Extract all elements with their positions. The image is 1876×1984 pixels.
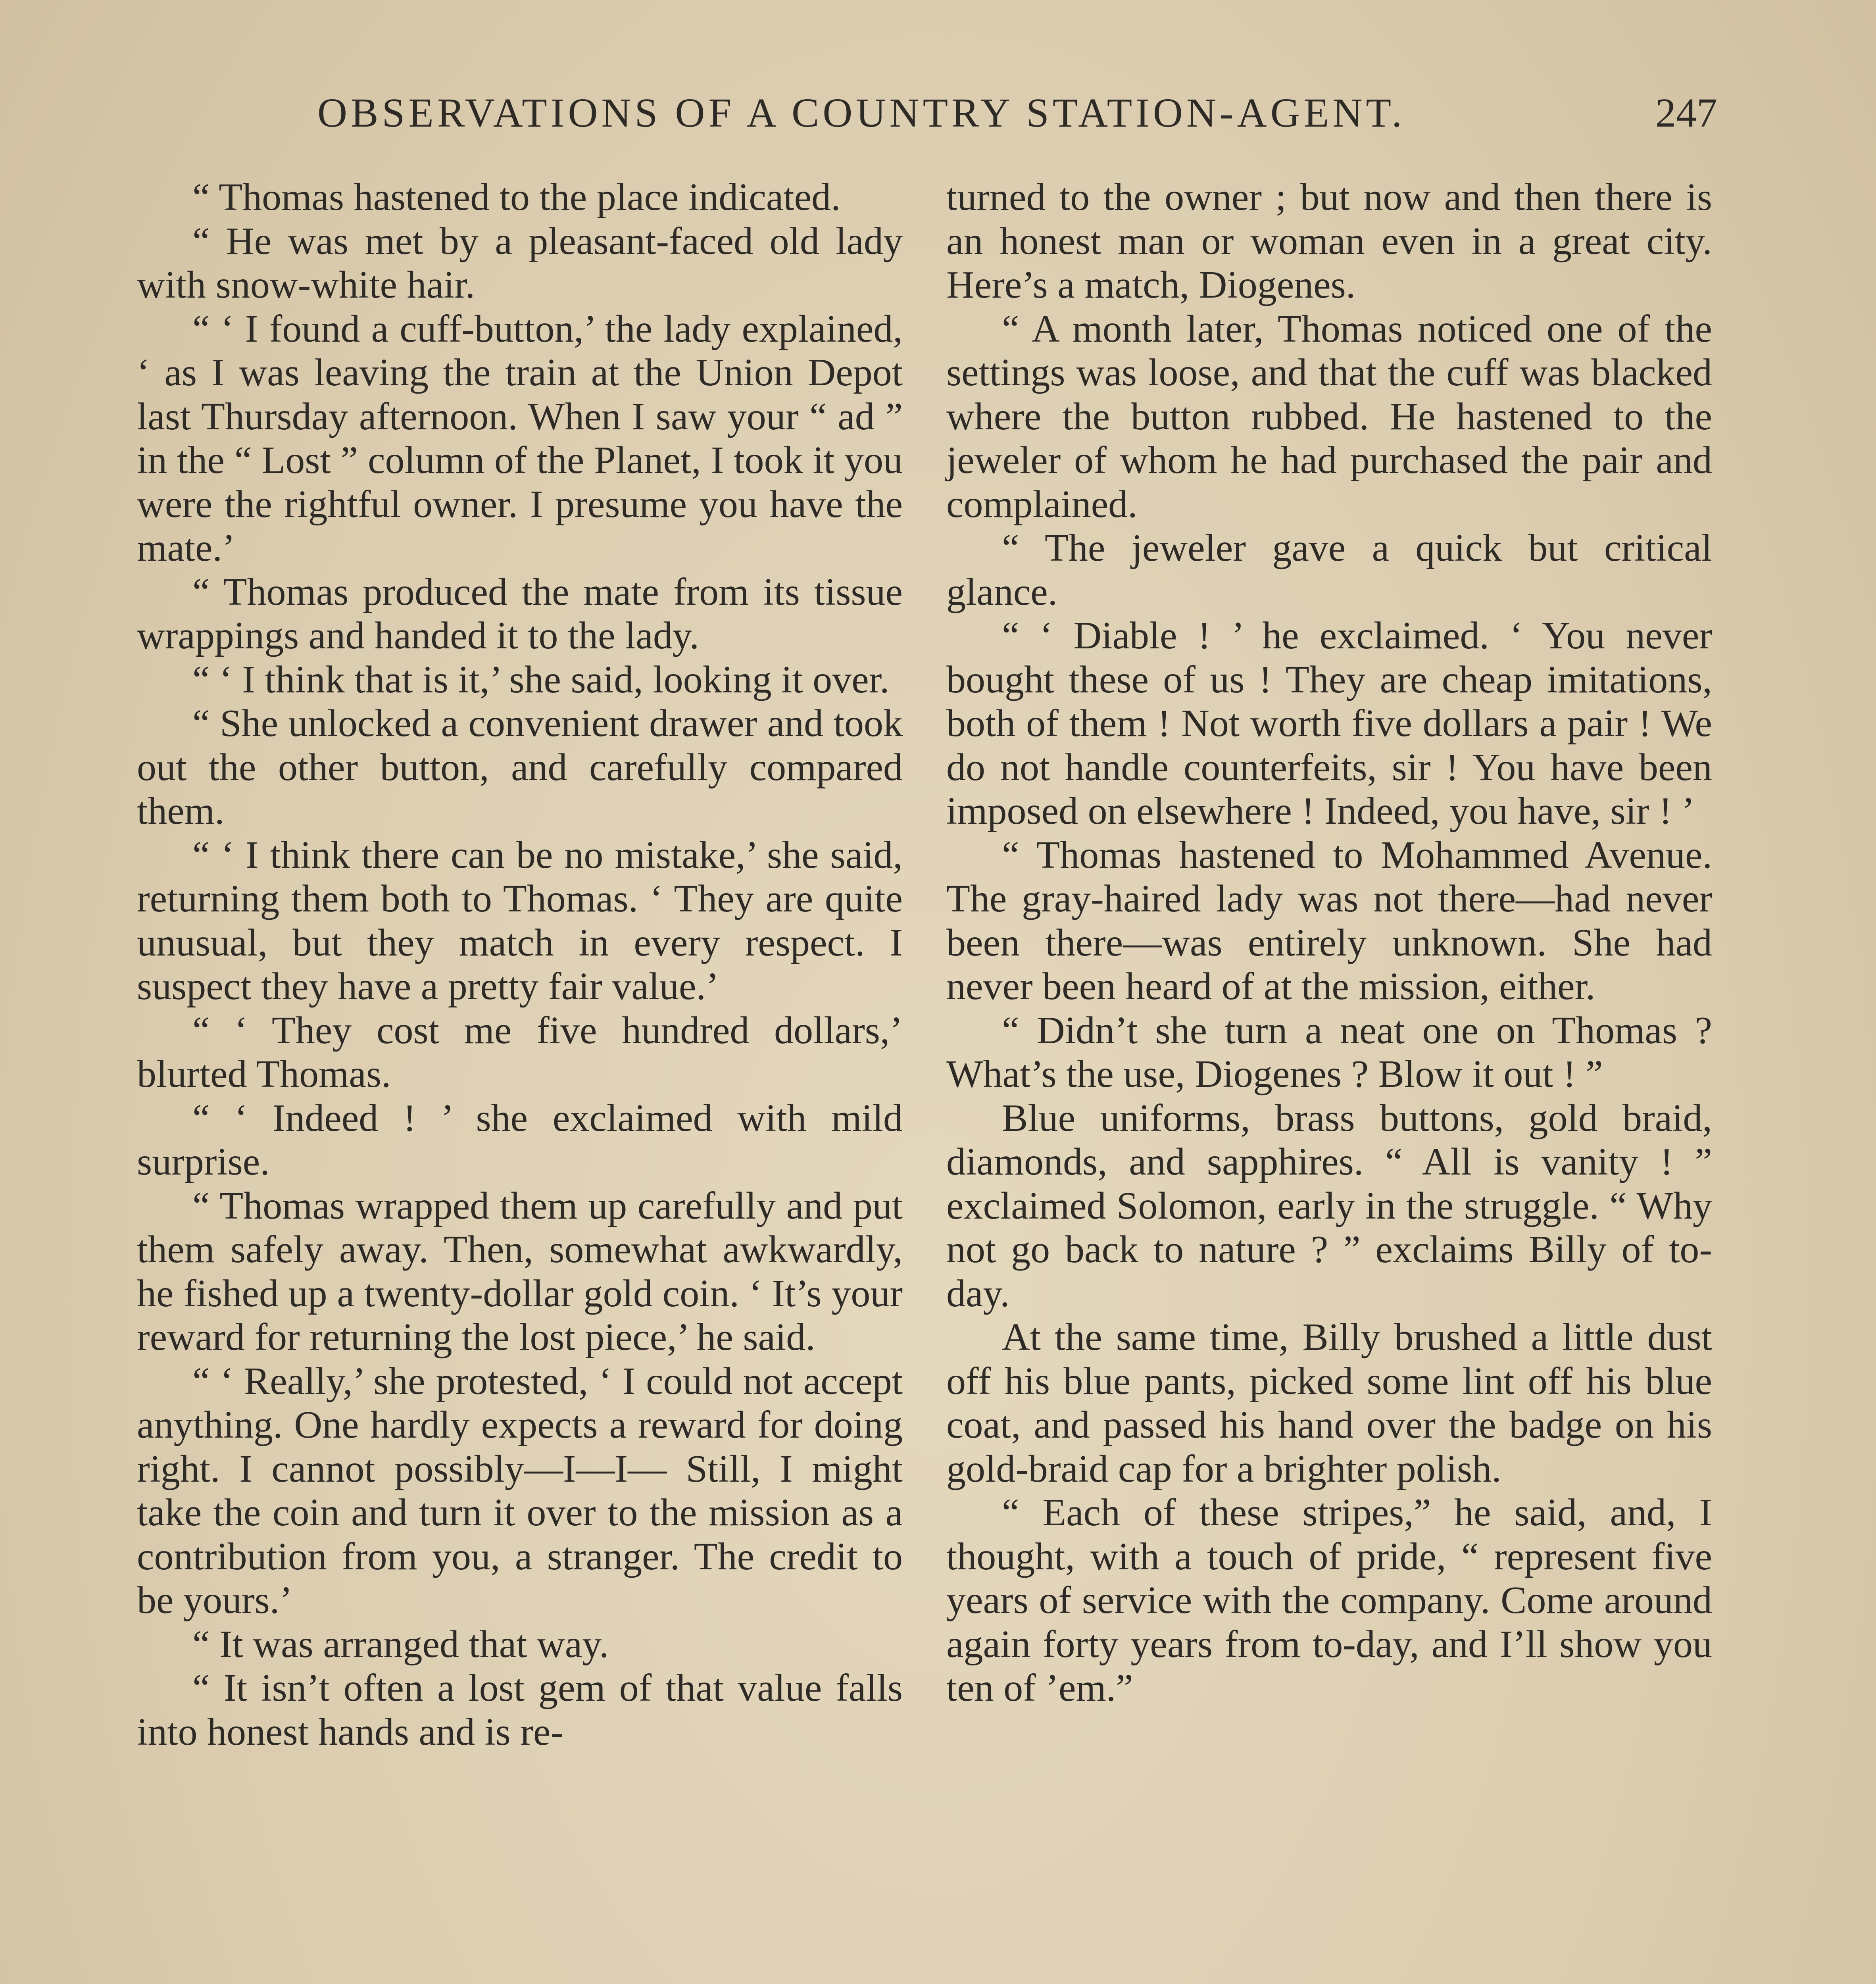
paragraph: turned to the owner ; but now and then there is an honest man or woman even in a great city. Here’s a match, Diogenes. [946, 176, 1712, 306]
story-column-left [137, 175, 903, 1754]
paragraph: “ ‘ They cost me five hundred dollars,’ blurted Thomas. [137, 1009, 903, 1096]
paragraph: “ Thomas hastened to Mohammed Avenue. The gray-haired lady was not there—had never been there—was entirely unknown. She had never been heard of at the mission, either. [946, 833, 1712, 1008]
page-number: 247 [1655, 90, 1717, 136]
story-column-right [946, 175, 1712, 1710]
paragraph: “ ‘ Indeed ! ’ she exclaimed with mild surprise. [137, 1096, 903, 1183]
paragraph: “ ‘ Really,’ she protested, ‘ I could not accept anything. One hardly expects a reward for doing right. I cannot possibly—I—I— Still, I might take the coin and turn it over to the mission as a contribution from you, a stranger. The credit to be yours.’ [137, 1359, 903, 1622]
paragraph: “ It was arranged that way. [192, 1623, 609, 1666]
paragraph: “ Thomas hastened to the place indicated. [192, 176, 841, 219]
paragraph: “ Thomas produced the mate from its tissue wrappings and handed it to the lady. [137, 570, 903, 657]
paragraph: “ ‘ I think that is it,’ she said, looking it over. [192, 658, 890, 701]
paragraph: At the same time, Billy brushed a little dust off his blue pants, picked some lint off his blue coat, and passed his hand over the badge on his gold-braid cap for a brighter polish. [946, 1316, 1712, 1490]
paragraph: “ He was met by a pleasant-faced old lady with snow-white hair. [137, 219, 903, 306]
paragraph: “ Thomas wrapped them up carefully and put them safely away. Then, somewhat awkwardly, he fished up a twenty-dollar gold coin. ‘ It’s your reward for returning the lost piece,’ he said. [137, 1184, 903, 1359]
paragraph: Blue uniforms, brass buttons, gold braid, diamonds, and sapphires. “ All is vanity ! ” exclaimed Solomon, early in the struggle. “ Why not go back to nature ? ” exclaims Billy of to-day. [946, 1096, 1712, 1315]
paragraph: “ She unlocked a convenient drawer and took out the other button, and carefully compared them. [137, 702, 903, 832]
paragraph: “ ‘ Diable ! ’ he exclaimed. ‘ You never bought these of us ! They are cheap imitations, both of them ! Not worth five dollars a pair ! We do not handle counterfeits, sir ! You have been imposed on elsewhere ! Indeed, you have, sir ! ’ [946, 614, 1712, 832]
paragraph: “ It isn’t often a lost gem of that value falls into honest hands and is re- [137, 1667, 903, 1753]
paragraph: “ Each of these stripes,” he said, and, I thought, with a touch of pride, “ represent five years of service with the company. Come around again forty years from to-day, and I’ll show you ten of ’em.” [946, 1491, 1712, 1709]
paragraph: “ Didn’t she turn a neat one on Thomas ? What’s the use, Diogenes ? Blow it out ! ” [946, 1009, 1712, 1096]
paragraph: “ A month later, Thomas noticed one of the settings was loose, and that the cuff was blacked where the button rubbed. He hastened to the jeweler of whom he had purchased the pair and complained. [946, 307, 1712, 526]
running-head [135, 89, 1717, 137]
paragraph: “ ‘ I think there can be no mistake,’ she said, returning them both to Thomas. ‘ They are quite unusual, but they match in every respect. I suspect they have a pretty fair value.’ [137, 833, 903, 1008]
running-head-title: OBSERVATIONS OF A COUNTRY STATION-AGENT. [317, 90, 1406, 136]
paragraph: “ ‘ I found a cuff-button,’ the lady explained, ‘ as I was leaving the train at the Union Depot last Thursday afternoon. When I saw your “ ad ” in the “ Lost ” column of the Planet, I took it you were the rightful owner. I presume you have the mate.’ [137, 307, 903, 569]
paragraph: “ The jeweler gave a quick but critical glance. [946, 527, 1712, 613]
